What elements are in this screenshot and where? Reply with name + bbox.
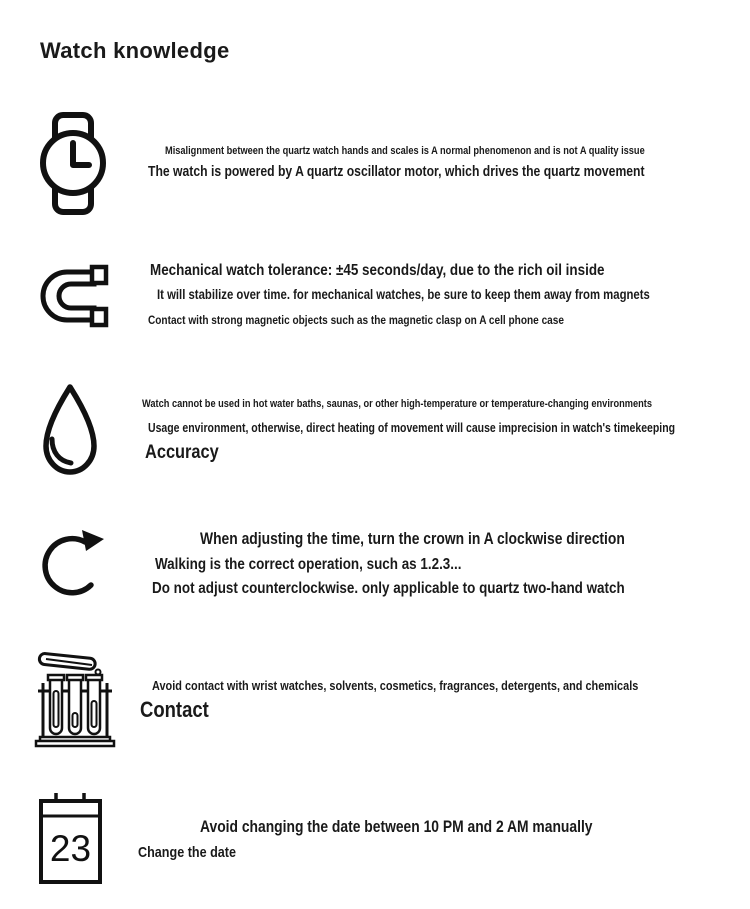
crown-main-line: When adjusting the time, turn the crown in A clockwise direction [200, 530, 625, 548]
magnet-note-line: Contact with strong magnetic objects such as the magnetic clasp on A cell phone case [148, 313, 564, 327]
accuracy-note-line: Watch cannot be used in hot water baths, saunas, or other high-temperature or temperature-changing environments [142, 398, 652, 410]
contact-heading: Contact [140, 697, 209, 722]
accuracy-heading: Accuracy [145, 441, 219, 463]
magnet-icon [36, 263, 110, 329]
magnet-sub-line: It will stabilize over time. for mechanical watches, be sure to keep them away from magnets [157, 287, 650, 302]
calendar-icon [38, 791, 104, 885]
page-title: Watch knowledge [40, 38, 230, 63]
contact-note-line: Avoid contact with wrist watches, solvents, cosmetics, fragrances, detergents, and chemicals [152, 678, 639, 693]
movement-note-line: Misalignment between the quartz watch hands and scales is A normal phenomenon and is not A quality issue [165, 145, 645, 157]
water-drop-icon [38, 383, 102, 482]
calendar-day: 23 [49, 828, 92, 869]
wristwatch-icon [40, 112, 106, 215]
test-tubes-icon [34, 645, 116, 749]
clockwise-rotation-icon [40, 526, 110, 602]
crown-sub-line: Walking is the correct operation, such as 1.2.3... [155, 556, 462, 573]
crown-note-line: Do not adjust counterclockwise. only applicable to quartz two-hand watch [152, 580, 625, 597]
magnet-main-line: Mechanical watch tolerance: ±45 seconds/day, due to the rich oil inside [150, 262, 605, 279]
accuracy-sub-line: Usage environment, otherwise, direct heating of movement will cause imprecision in watch's timekeeping [148, 421, 676, 435]
movement-main-line: The watch is powered by A quartz oscillator motor, which drives the quartz movement [148, 164, 645, 180]
date-main-line: Avoid changing the date between 10 PM and 2 AM manually [200, 818, 593, 836]
date-sub-line: Change the date [138, 844, 237, 861]
